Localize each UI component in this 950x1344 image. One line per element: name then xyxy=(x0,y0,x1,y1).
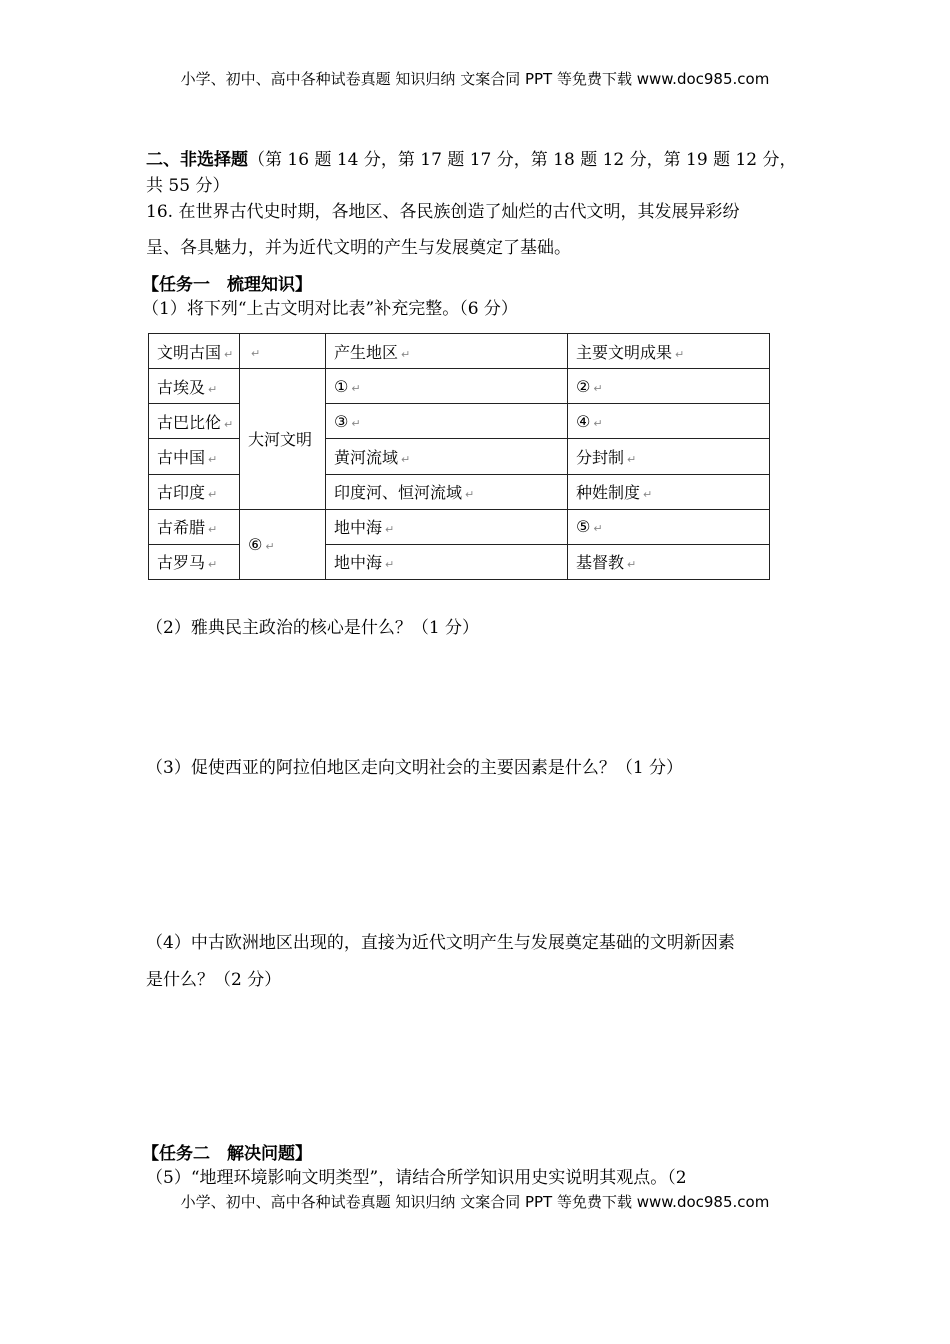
table-cell: 种姓制度 ↵ xyxy=(568,474,770,509)
question-5: （5）“地理环境影响文明类型”，请结合所学知识用史实说明其观点。（2 xyxy=(146,1168,687,1188)
table-header-row xyxy=(149,334,770,369)
table-cell: 分封制 ↵ xyxy=(568,439,770,474)
section-title: 二、非选择题 xyxy=(146,150,248,170)
section-points: （第 16 题 14 分，第 17 题 17 分，第 18 题 12 分，第 19 题 12 分， xyxy=(248,150,797,170)
table-cell: 地中海 ↵ xyxy=(326,544,568,579)
table-cell: 地中海 ↵ xyxy=(326,509,568,544)
question-4-line2: 是什么？（2 分） xyxy=(146,970,282,990)
table-cell: 基督教 ↵ xyxy=(568,544,770,579)
table-cell: ① ↵ xyxy=(326,369,568,404)
table-header-cell: ↵ xyxy=(240,334,326,369)
table-row xyxy=(149,369,770,404)
section-heading xyxy=(146,145,797,170)
table-cell: 印度河、恒河流域 ↵ xyxy=(326,474,568,509)
question-2: （2）雅典民主政治的核心是什么？（1 分） xyxy=(146,618,480,638)
table-group-cell: 大河文明 xyxy=(240,369,326,510)
task-two-heading: 【任务二 解决问题】 xyxy=(142,1144,312,1164)
table-header-cell: 文明古国 ↵ xyxy=(149,334,240,369)
section-points-cont: 共 55 分） xyxy=(146,176,230,196)
question-4-line1: （4）中古欧洲地区出现的，直接为近代文明产生与发展奠定基础的文明新因素 xyxy=(146,933,735,953)
table-cell: ③ ↵ xyxy=(326,404,568,439)
table-cell: 古印度 ↵ xyxy=(149,474,240,509)
question-16-line2: 呈、各具魅力，并为近代文明的产生与发展奠定了基础。 xyxy=(146,238,571,258)
table-cell: 古巴比伦 ↵ xyxy=(149,404,240,439)
civilization-comparison-table xyxy=(148,333,770,580)
page-footer: 小学、初中、高中各种试卷真题 知识归纳 文案合同 PPT 等免费下载 www.doc985.com xyxy=(180,1193,770,1211)
task-one-heading: 【任务一 梳理知识】 xyxy=(142,275,312,295)
table-header-cell: 主要文明成果 ↵ xyxy=(568,334,770,369)
question-16-line1: 16. 在世界古代史时期，各地区、各民族创造了灿烂的古代文明，其发展异彩纷 xyxy=(146,202,740,222)
question-3: （3）促使西亚的阿拉伯地区走向文明社会的主要因素是什么？（1 分） xyxy=(146,758,684,778)
table-header-cell: 产生地区 ↵ xyxy=(326,334,568,369)
table-cell: ④ ↵ xyxy=(568,404,770,439)
table-cell: 黄河流域 ↵ xyxy=(326,439,568,474)
table-cell: ⑤ ↵ xyxy=(568,509,770,544)
table-cell: 古埃及 ↵ xyxy=(149,369,240,404)
table-cell: 古中国 ↵ xyxy=(149,439,240,474)
page-header: 小学、初中、高中各种试卷真题 知识归纳 文案合同 PPT 等免费下载 www.doc985.com xyxy=(180,70,770,88)
table-row xyxy=(149,509,770,544)
table-cell: ② ↵ xyxy=(568,369,770,404)
table-cell: 古罗马 ↵ xyxy=(149,544,240,579)
question-1: （1）将下列“上古文明对比表”补充完整。（6 分） xyxy=(142,299,518,319)
table-cell: 古希腊 ↵ xyxy=(149,509,240,544)
table-group-cell: ⑥ ↵ xyxy=(240,509,326,579)
